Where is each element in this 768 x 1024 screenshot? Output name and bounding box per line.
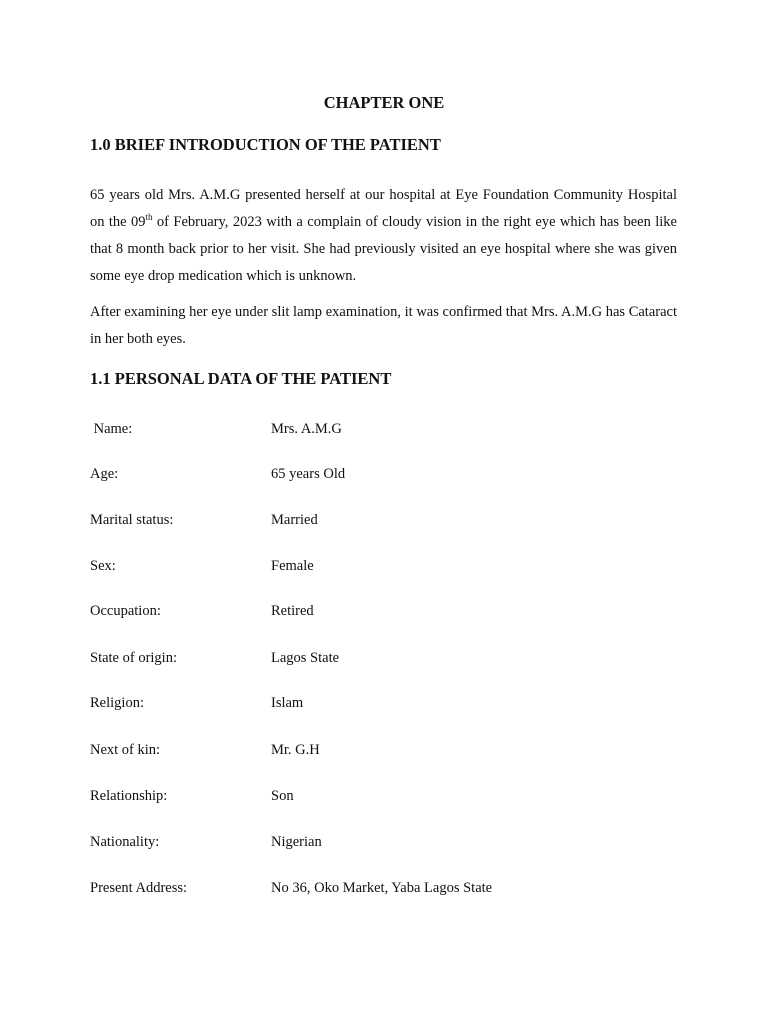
data-label: Nationality: xyxy=(90,834,160,850)
data-value: Mr. G.H xyxy=(271,742,320,758)
data-row-state-of-origin xyxy=(90,650,690,670)
data-row-relationship xyxy=(90,788,690,808)
intro-text-part1: 65 years old Mrs. A.M.G presented herself at our hospital at Eye Foundation Community Hospital on the 09 xyxy=(90,187,677,230)
data-row-age xyxy=(90,466,690,486)
data-row-name xyxy=(90,421,690,441)
data-value: Son xyxy=(271,788,294,804)
data-value: 65 years Old xyxy=(271,466,346,482)
data-label: Age: xyxy=(90,466,119,482)
data-label: Relationship: xyxy=(90,788,168,804)
data-row-religion xyxy=(90,695,690,715)
data-label: Next of kin: xyxy=(90,742,161,758)
data-row-marital-status xyxy=(90,512,690,532)
intro-heading: 1.0 BRIEF INTRODUCTION OF THE PATIENT xyxy=(90,135,441,154)
data-label: Marital status: xyxy=(90,512,174,528)
intro-paragraph xyxy=(90,182,677,290)
data-value: No 36, Oko Market, Yaba Lagos State xyxy=(271,880,493,896)
data-row-present-address xyxy=(90,880,690,900)
data-value: Lagos State xyxy=(271,650,340,666)
data-label: Present Address: xyxy=(90,880,188,896)
exam-paragraph: After examining her eye under slit lamp examination, it was confirmed that Mrs. A.M.G has Cataract in her both eyes. xyxy=(90,304,677,347)
data-label: State of origin: xyxy=(90,650,177,666)
data-value: Married xyxy=(271,512,318,528)
data-value: Islam xyxy=(271,695,304,711)
data-row-sex xyxy=(90,558,690,578)
data-label: Name: xyxy=(90,421,133,437)
ordinal-suffix: th xyxy=(145,212,153,223)
data-label: Occupation: xyxy=(90,603,161,619)
data-label: Sex: xyxy=(90,558,116,574)
personal-data-heading: 1.1 PERSONAL DATA OF THE PATIENT xyxy=(90,369,392,388)
data-value: Retired xyxy=(271,603,314,619)
data-label: Religion: xyxy=(90,695,144,711)
intro-text-part2: of February, 2023 with a complain of cloudy vision in the right eye which has been like that 8 month back prior to her visit. She had previously visited an eye hospital where she was given some eye drop medication which is unknown. xyxy=(90,214,677,284)
data-value: Female xyxy=(271,558,314,574)
data-value: Nigerian xyxy=(271,834,322,850)
chapter-title: CHAPTER ONE xyxy=(323,93,445,112)
data-row-occupation xyxy=(90,603,690,623)
data-row-nationality xyxy=(90,834,690,854)
data-row-next-of-kin xyxy=(90,742,690,762)
data-value: Mrs. A.M.G xyxy=(271,421,342,437)
